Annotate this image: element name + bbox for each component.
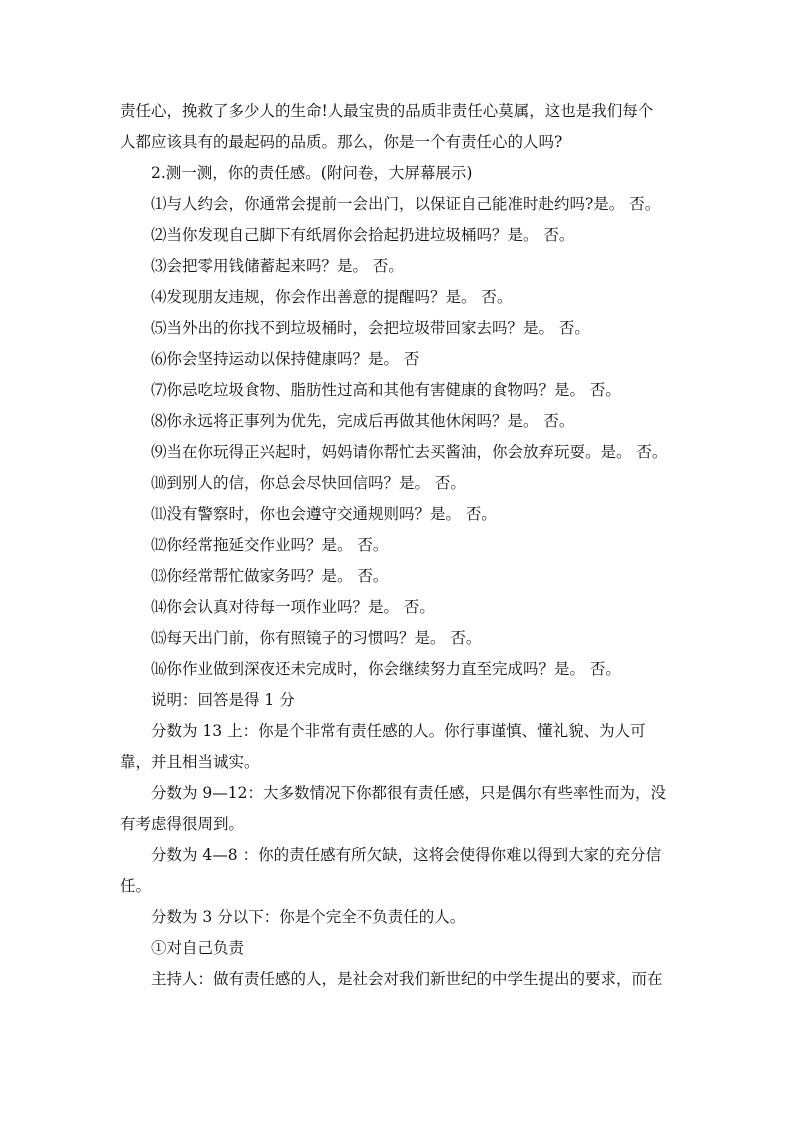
question-item: ⒃你作业做到深夜还未完成时，你会继续努力直至完成吗？是。 否。 [151, 660, 621, 678]
intro-line-2: 人都应该具有的最起码的品质。那么，你是一个有责任心的人吗? [120, 133, 563, 151]
document-body [120, 96, 676, 995]
question-item: ⑵当你发现自己脚下有纸屑你会拾起扔进垃圾桶吗？是。 否。 [151, 226, 575, 244]
question-item: ⑶会把零用钱储蓄起来吗？是。 否。 [151, 257, 404, 275]
question-item: ⑴与人约会，你通常会提前一会出门，以保证自己能准时赴约吗?是。 否。 [151, 195, 661, 213]
question-item: ⑻你永远将正事列为优先，完成后再做其他休闲吗？是。 否。 [151, 412, 575, 430]
questionnaire-list [120, 189, 676, 685]
score-range-4-8: 分数为 4—8 ：你的责任感有所欠缺，这将会使得你难以得到大家的充分信任。 [120, 846, 662, 895]
scoring-note: 说明：回答是得 1 分 [151, 691, 295, 709]
score-range-9-12: 分数为 9—12：大多数情况下你都很有责任感，只是偶尔有些率性而为，没有考虑得很周到。 [120, 784, 667, 833]
question-item: ⑼当在你玩得正兴起时，妈妈请你帮忙去买酱油，你会放弃玩耍。是。 否。 [151, 443, 668, 461]
question-item: ⒂每天出门前，你有照镜子的习惯吗？是。 否。 [151, 629, 482, 647]
subheading: ①对自己负责 [151, 939, 245, 957]
question-item: ⑽到别人的信，你总会尽快回信吗？是。 否。 [151, 474, 466, 492]
question-item: ⑷发现朋友违规，你会作出善意的提醒吗？是。 否。 [151, 288, 513, 306]
section-heading: 2.测一测，你的责任感。(附问卷，大屏幕展示) [151, 164, 473, 182]
question-item: ⑿你经常拖延交作业吗？是。 否。 [151, 536, 389, 554]
host-line: 主持人：做有责任感的人，是社会对我们新世纪的中学生提出的要求，而在 [151, 970, 663, 988]
question-item: ⑸当外出的你找不到垃圾桶时，会把垃圾带回家去吗？是。 否。 [151, 319, 590, 337]
question-item: ⑾没有警察时，你也会遵守交通规则吗？是。 否。 [151, 505, 497, 523]
score-range-below-3: 分数为 3 分以下：你是个完全不负责任的人。 [151, 908, 466, 926]
intro-line-1: 责任心，挽救了多少人的生命!人最宝贵的品质非责任心莫属，这也是我们每个 [120, 102, 654, 120]
score-range-13: 分数为 13 上：你是个非常有责任感的人。你行事谨慎、懂礼貌、为人可靠，并且相当诚实。 [120, 722, 646, 771]
question-item: ⑺你忌吃垃圾食物、脂肪性过高和其他有害健康的食物吗？是。 否。 [151, 381, 621, 399]
question-item: ⒁你会认真对待每一项作业吗？是。 否。 [151, 598, 435, 616]
question-item: ⒀你经常帮忙做家务吗？是。 否。 [151, 567, 389, 585]
question-item: ⑹你会坚持运动以保持健康吗？是。 否 [151, 350, 420, 368]
